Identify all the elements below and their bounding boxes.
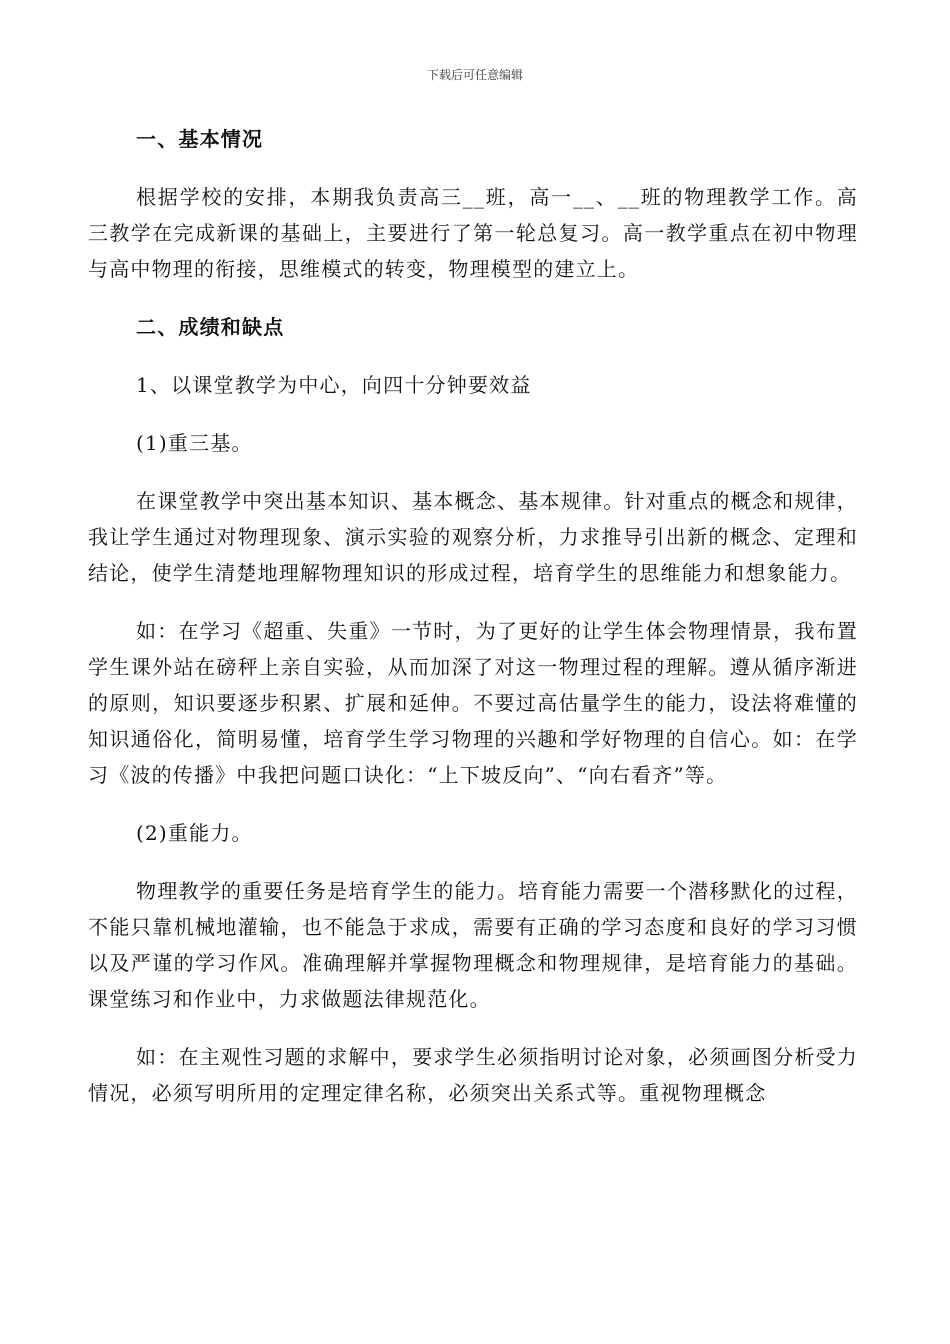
section-heading-basic: 一、基本情况: [136, 127, 264, 151]
subheading-classroom: 1、以课堂教学为中心，向四十分钟要效益: [136, 373, 532, 397]
paragraph-three-basics: 在课堂教学中突出基本知识、基本概念、基本规律。针对重点的概念和规律，我让学生通过对物理现象、演示实验的观察分析，力求推导引出新的概念、定理和结论，使学生清楚地理解物理知识的形成过程，培育学生的思维能力和想象能力。: [88, 489, 858, 585]
paragraph-ability: 物理教学的重要任务是培育学生的能力。培育能力需要一个潜移默化的过程，不能只靠机械地灌输，也不能急于求成，需要有正确的学习态度和良好的学习习惯以及严谨的学习作风。准确理解并掌握物理概念和物理规律，是培育能力的基础。课堂练习和作业中，力求做题法律规范化。: [88, 879, 858, 1011]
subheading-ability: (2)重能力。: [136, 821, 253, 845]
paragraph-basic-situation: 根据学校的安排，本期我负责高三__班，高一__、__班的物理教学工作。高三教学在完成新课的基础上，主要进行了第一轮总复习。高一教学重点在初中物理与高中物理的衔接，思维模式的转变，物理模型的建立上。: [88, 185, 858, 281]
subheading-three-basics: (1)重三基。: [136, 431, 253, 455]
document-body: [88, 121, 858, 1133]
page-header: 下载后可任意编辑: [426, 68, 523, 82]
section-heading-results: 二、成绩和缺点: [136, 315, 285, 339]
paragraph-example-2: 如：在主观性习题的求解中，要求学生必须指明讨论对象，必须画图分析受力情况，必须写明所用的定理定律名称，必须突出关系式等。重视物理概念: [88, 1045, 858, 1105]
paragraph-example-1: 如：在学习《超重、失重》一节时，为了更好的让学生体会物理情景，我布置学生课外站在磅秤上亲自实验，从而加深了对这一物理过程的理解。遵从循序渐进的原则，知识要逐步积累、扩展和延伸。不要过高估量学生的能力，设法将难懂的知识通俗化，简明易懂，培育学生学习物理的兴趣和学好物理的自信心。如：在学习《波的传播》中我把问题口诀化：“上下坡反向”、“向右看齐”等。: [88, 619, 858, 787]
